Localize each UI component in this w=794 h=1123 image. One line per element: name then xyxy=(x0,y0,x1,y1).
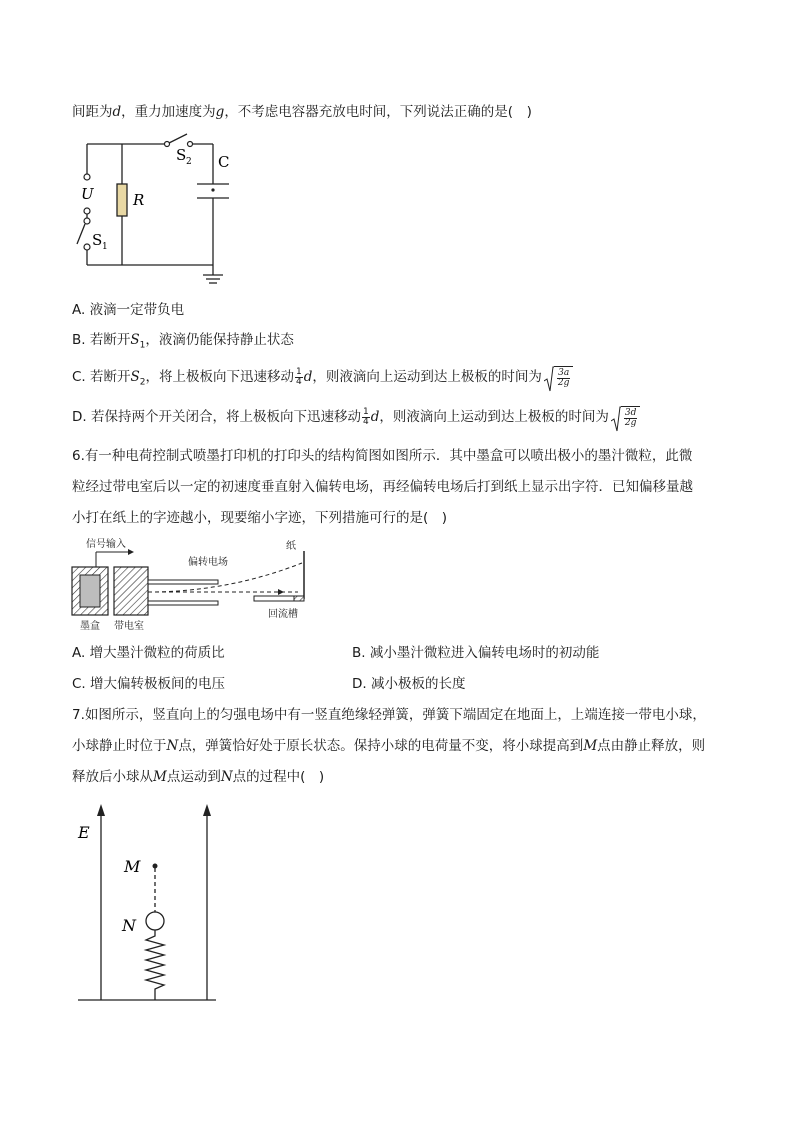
charged-ball xyxy=(146,912,164,930)
svg-text:带电室: 带电室 xyxy=(114,621,144,632)
q6-option-b: B. 减小墨汁微粒进入偏转电场时的初动能 xyxy=(352,645,600,661)
switch2-label: S xyxy=(176,146,187,164)
charge-room xyxy=(114,567,148,615)
radical-sign xyxy=(544,366,554,392)
field-label: E xyxy=(78,823,90,842)
point-m xyxy=(153,864,158,869)
voltage-label: U xyxy=(81,185,94,203)
deflection-plate-top xyxy=(148,580,218,584)
svg-text:信号输入: 信号输入 xyxy=(86,539,126,550)
q5-option-b: B. 若断开$S_1$，液滴仍能保持静止状态 xyxy=(72,332,294,351)
arrow-up-icon xyxy=(97,804,105,816)
svg-text:回流槽: 回流槽 xyxy=(268,609,298,620)
sqrt-expression: $\frac{3d}{2g}$ xyxy=(611,406,641,428)
q5-option-c: C. 若断开$S_2$，将上极板向下迅速移动 $\frac{1}{4}$ d，则液滴向上运动到达上极板的时间为 $\frac{3a}{2g}$ xyxy=(72,366,573,393)
radical-sign xyxy=(611,406,621,432)
q6-stem-line1: 6.有一种电荷控制式喷墨打印机的打印头的结构简图如图所示．其中墨盒可以喷出极小的墨汁微粒，此微 xyxy=(72,448,693,464)
fraction: $\frac{1}{4}$ xyxy=(362,406,369,427)
fraction: $\frac{1}{4}$ xyxy=(296,366,302,387)
svg-text:偏转电场: 偏转电场 xyxy=(188,557,228,568)
q7-stem-line1: 7.如图所示，竖直向上的匀强电场中有一竖直绝缘轻弹簧，弹簧下端固定在地面上，上端连接一带电小球， xyxy=(72,707,706,723)
switch1-label: S xyxy=(92,231,103,249)
resistor-label: R xyxy=(133,191,145,209)
q5-option-d: D. 若保持两个开关闭合，将上极板向下迅速移动 $\frac{1}{4}$ d，则液滴向上运动到达上极板的时间为 $\frac{3d}{2g}$ xyxy=(72,406,640,428)
q6-stem-line3: 小打在纸上的字迹越小，现要缩小字迹，下列措施可行的是( ) xyxy=(72,510,448,526)
spring xyxy=(146,930,164,1000)
q6-option-d: D. 减小极板的长度 xyxy=(352,676,466,692)
switch2-sub: 2 xyxy=(186,157,192,167)
svg-text:墨盒: 墨盒 xyxy=(80,621,100,632)
q7-spring-diagram xyxy=(70,800,230,1012)
switch1-sub: 1 xyxy=(102,242,108,252)
q7-stem-line2: 小球静止时位于N点，弹簧恰好处于原长状态。保持小球的电荷量不变，将小球提高到M点由静止释放，则 xyxy=(72,738,706,754)
q5-option-a: A. 液滴一定带负电 xyxy=(72,302,185,318)
q6-option-a: A. 增大墨汁微粒的荷质比 xyxy=(72,645,225,661)
q7-stem-line3: 释放后小球从M点运动到N点的过程中( ) xyxy=(72,769,325,785)
capacitor-label: C xyxy=(218,153,230,171)
q6-printer-diagram xyxy=(68,535,318,635)
deflection-plate-bottom xyxy=(148,601,218,605)
svg-text:纸: 纸 xyxy=(286,541,296,552)
q5-stem: 间距为d，重力加速度为g，不考虑电容器充放电时间，下列说法正确的是( ) xyxy=(72,104,532,120)
q5-circuit-diagram xyxy=(75,132,245,292)
q6-stem-line2: 粒经过带电室后以一定的初速度垂直射入偏转电场，再经偏转电场后打到纸上显示出字符．已知偏移量越 xyxy=(72,479,693,495)
label-m: M xyxy=(124,857,141,876)
sqrt-expression: $\frac{3a}{2g}$ xyxy=(544,366,574,388)
label-n: N xyxy=(122,916,136,935)
arrow-up-icon xyxy=(203,804,211,816)
q6-option-c: C. 增大偏转极板间的电压 xyxy=(72,676,226,692)
